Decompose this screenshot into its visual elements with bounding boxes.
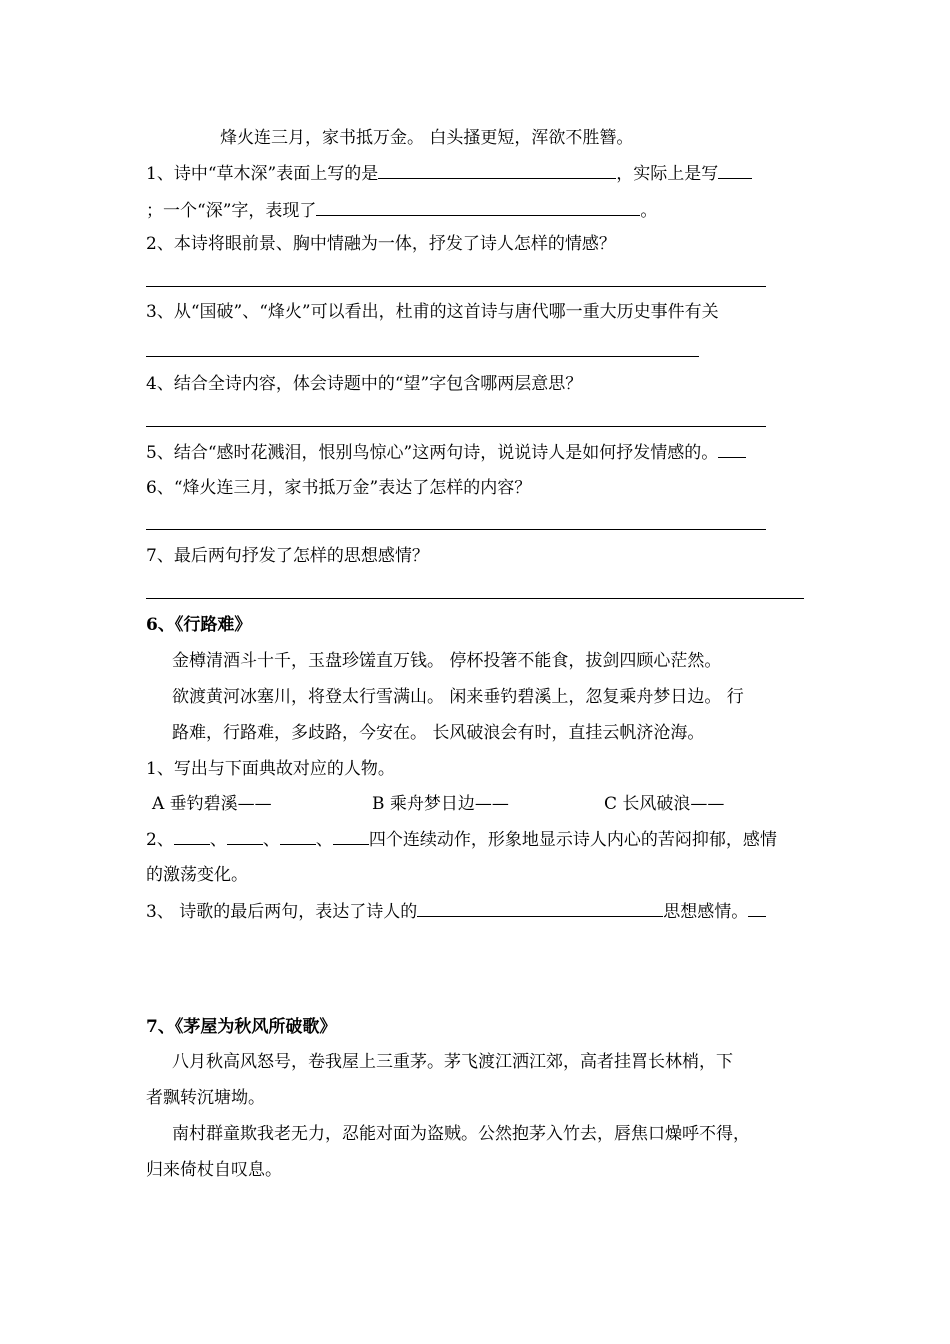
answer-line[interactable]	[146, 598, 804, 599]
answer-blank[interactable]	[174, 828, 210, 845]
question-1	[146, 162, 752, 185]
allusion-options	[152, 793, 724, 815]
question-2-number: 2、	[146, 830, 174, 850]
answer-blank[interactable]	[378, 162, 616, 179]
question-1-allusion: 1、写出与下面典故对应的人物。	[146, 759, 395, 779]
option-c: C 长风破浪——	[604, 794, 725, 814]
question-1-text-c: ；一个“深”字，表现了	[146, 201, 317, 221]
separator: 、	[262, 830, 280, 850]
question-1-text-a: 1、诗中“草木深”表面上写的是	[146, 164, 379, 184]
separator: 、	[315, 830, 333, 850]
poem-line: 路难，行路难，多歧路，今安在。 长风破浪会有时，直挂云帆济沧海。	[172, 723, 705, 743]
separator: 、	[209, 830, 227, 850]
answer-blank[interactable]	[748, 900, 766, 917]
poem-tail-line: 烽火连三月，家书抵万金。 白头搔更短，浑欲不胜簪。	[220, 128, 634, 148]
question-2: 2、本诗将眼前景、胸中情融为一体，抒发了诗人怎样的情感？	[146, 234, 616, 254]
poem-line: 欲渡黄河冰塞川，将登太行雪满山。 闲来垂钓碧溪上，忽复乘舟梦日边。 行	[172, 687, 744, 707]
poem-paragraph: 南村群童欺我老无力，忍能对面为盗贼。公然抱茅入竹去，唇焦口燥呼不得，	[172, 1124, 750, 1144]
question-4: 4、结合全诗内容，体会诗题中的“望”字包含哪两层意思？	[146, 374, 583, 394]
question-1-text-b: ，实际上是写	[616, 164, 719, 184]
answer-blank[interactable]	[280, 828, 316, 845]
answer-line[interactable]	[146, 356, 699, 357]
answer-blank[interactable]	[316, 199, 640, 216]
answer-blank[interactable]	[333, 828, 369, 845]
question-1-text-d: 。	[640, 201, 658, 221]
section-heading-maowu: 7、《茅屋为秋风所破歌》	[146, 1017, 337, 1037]
answer-blank[interactable]	[417, 900, 663, 917]
question-3-text-b: 思想感情。	[663, 902, 749, 922]
answer-blank[interactable]	[227, 828, 263, 845]
section-heading-xinglunan: 6、《行路难》	[146, 615, 252, 635]
question-6: 6、“烽火连三月，家书抵万金”表达了怎样的内容？	[146, 478, 532, 498]
question-5-text: 5、结合“感时花溅泪，恨别鸟惊心”这两句诗，说说诗人是如何抒发情感的。	[146, 443, 719, 463]
answer-blank[interactable]	[718, 162, 752, 179]
question-2-cont: 的激荡变化。	[146, 865, 248, 885]
answer-blank[interactable]	[718, 441, 746, 458]
question-1-cont	[146, 199, 657, 222]
question-2-actions	[146, 828, 777, 851]
poem-line: 金樽清酒斗十千，玉盘珍馐直万钱。 停杯投箸不能食，拔剑四顾心茫然。	[172, 651, 722, 671]
answer-line[interactable]	[146, 286, 766, 287]
option-a: A 垂钓碧溪——	[152, 794, 272, 814]
question-3: 3、从“国破”、“烽火”可以看出，杜甫的这首诗与唐代哪一重大历史事件有关	[146, 302, 719, 322]
question-2-text: 四个连续动作，形象地显示诗人内心的苦闷抑郁，感情	[368, 830, 777, 850]
question-3-feelings	[146, 900, 766, 923]
question-3-text-a: 3、 诗歌的最后两句，表达了诗人的	[146, 902, 418, 922]
poem-paragraph: 者飘转沉塘坳。	[146, 1088, 265, 1108]
poem-paragraph: 八月秋高风怒号，卷我屋上三重茅。茅飞渡江洒江郊，高者挂罥长林梢，下	[172, 1052, 733, 1072]
answer-line[interactable]	[146, 426, 766, 427]
option-b: B 乘舟梦日边——	[372, 794, 509, 814]
question-7: 7、最后两句抒发了怎样的思想感情？	[146, 546, 429, 566]
question-5	[146, 441, 746, 464]
answer-line[interactable]	[146, 529, 766, 530]
poem-paragraph: 归来倚杖自叹息。	[146, 1160, 282, 1180]
